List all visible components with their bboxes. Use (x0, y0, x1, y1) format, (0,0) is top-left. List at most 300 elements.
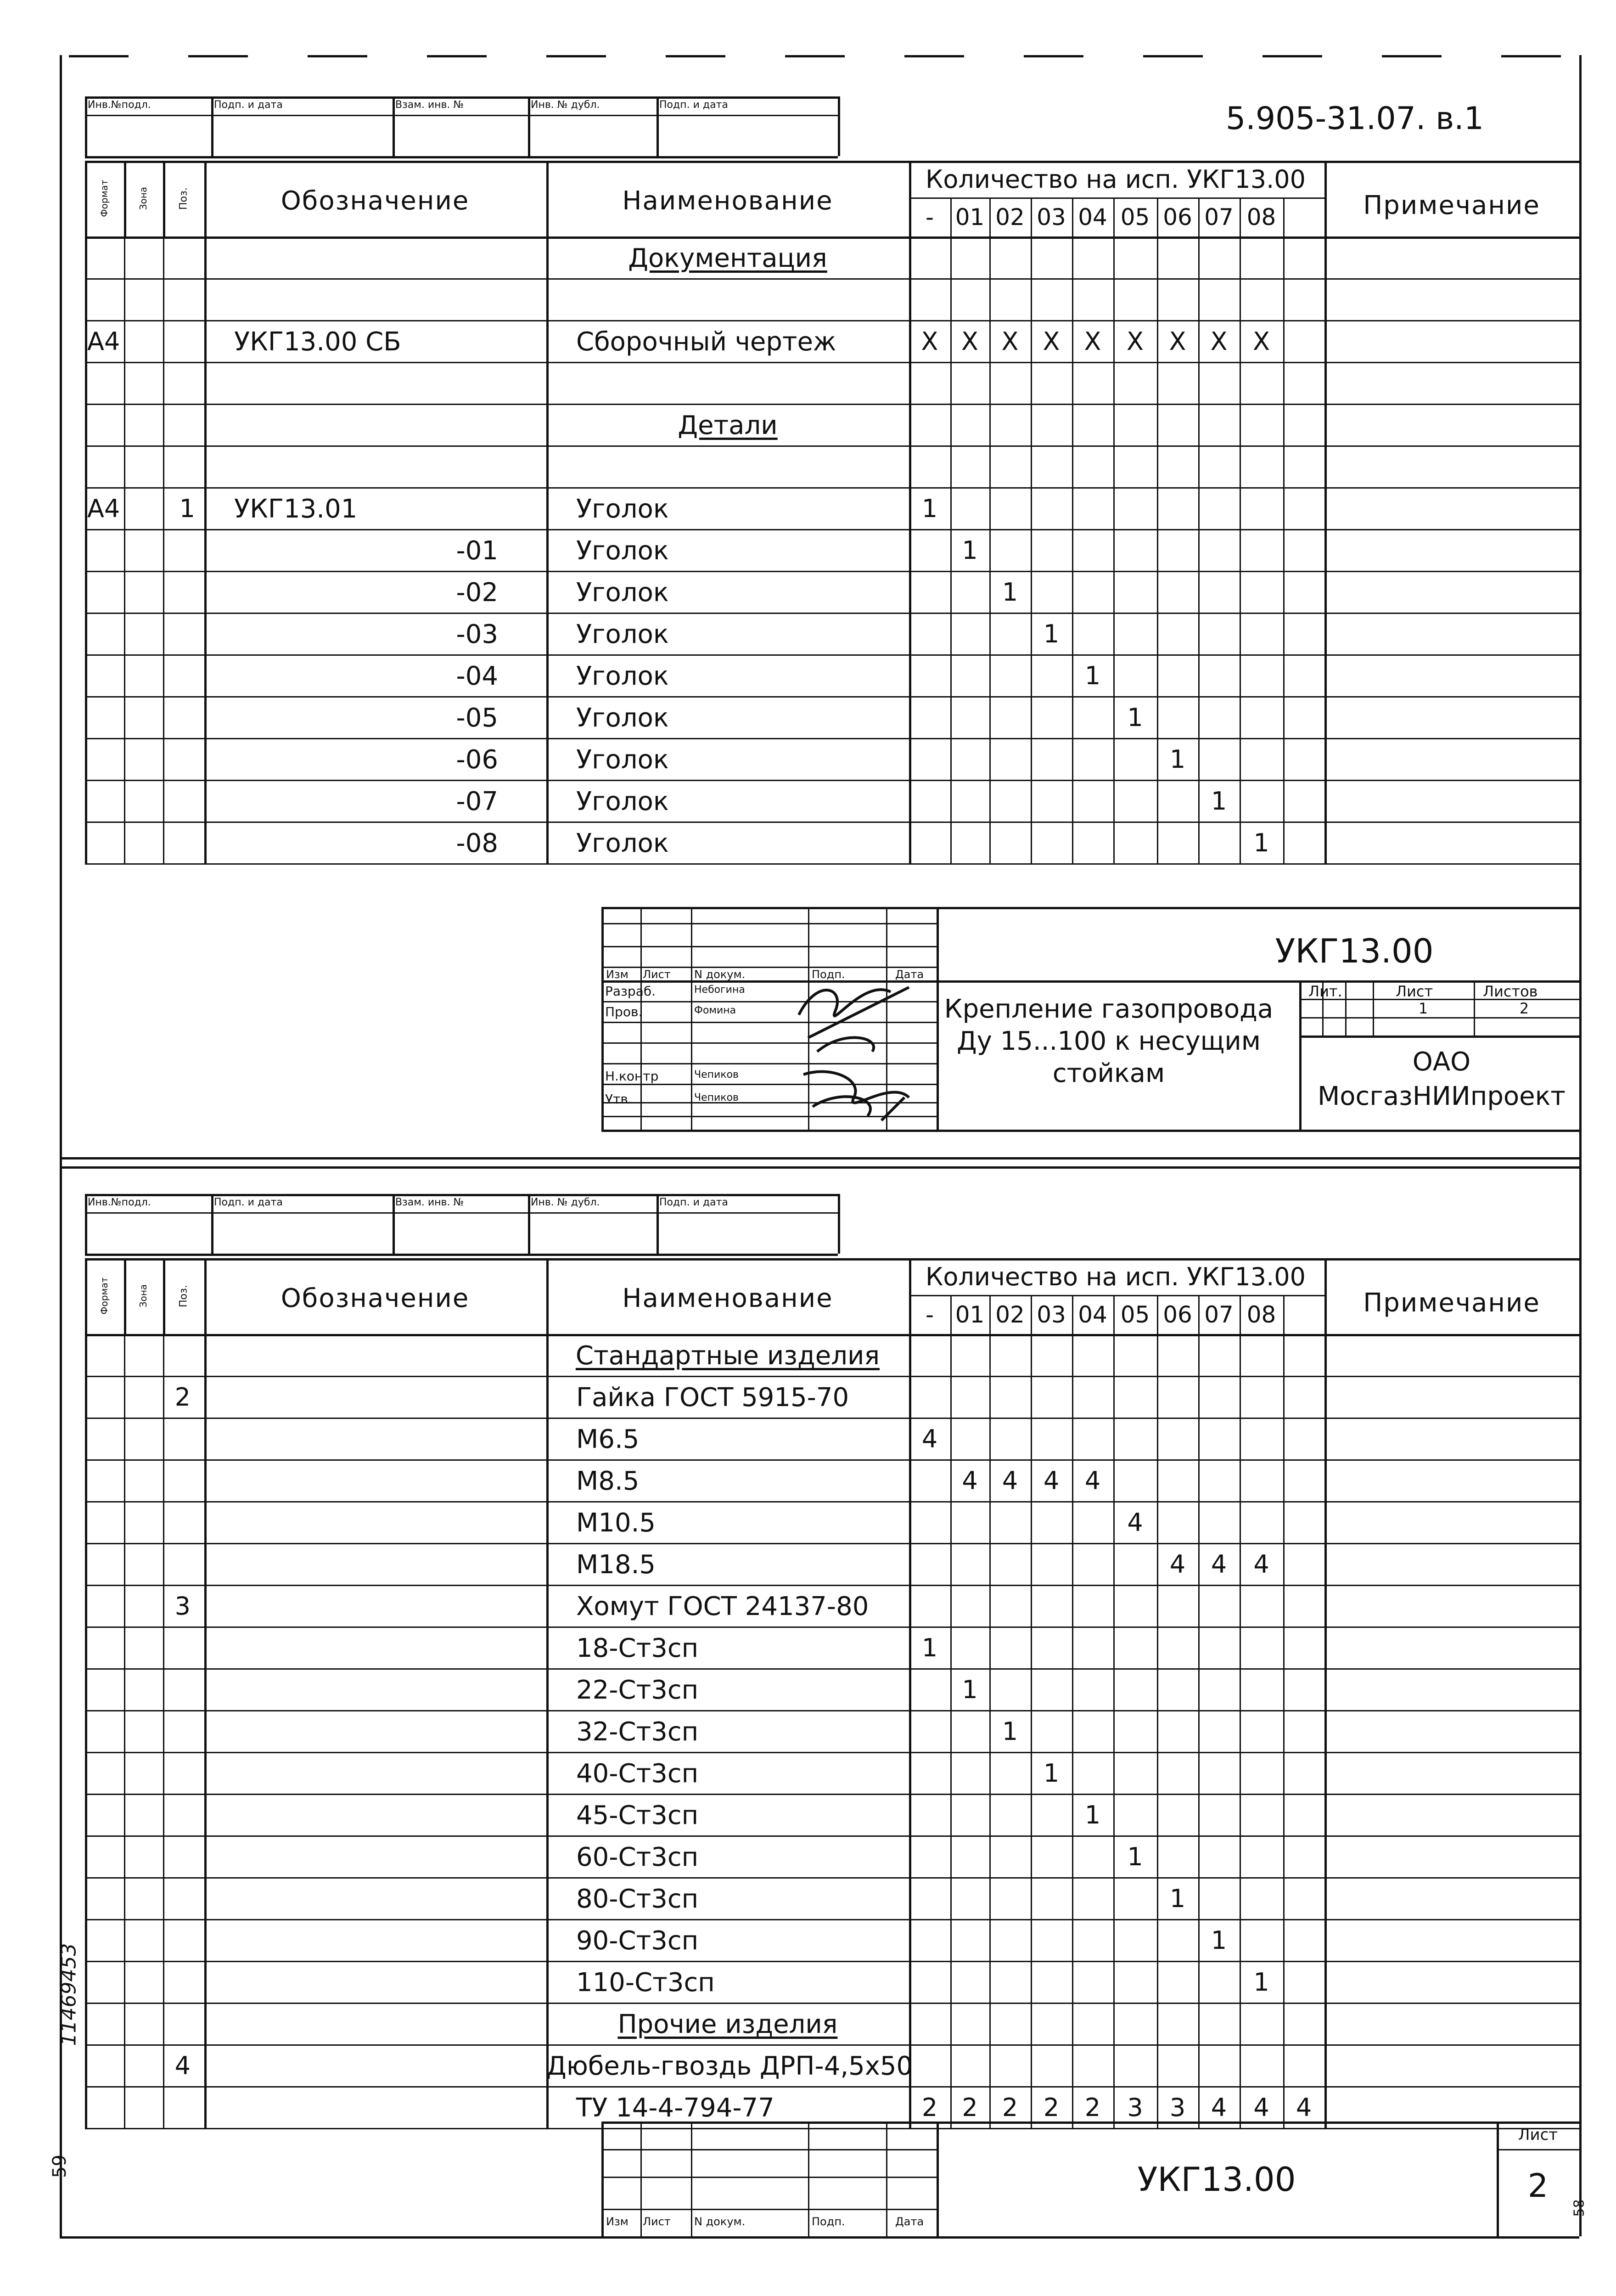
sheet2-binding-label: Подп. и дата (659, 1197, 728, 1208)
rule-line (85, 362, 1579, 363)
sheet2-row-qty: 1 (1002, 1717, 1018, 1746)
rule-line (60, 1157, 1579, 1159)
rule-line (124, 1334, 125, 2128)
sheet2-row-qty: 4 (1211, 1550, 1227, 1579)
rule-line (85, 445, 1579, 447)
rule-line (838, 1194, 840, 1254)
rule-line (85, 115, 838, 116)
sheet1-row-name: Уголок (576, 703, 669, 733)
signature-svg (790, 960, 937, 1134)
sheet2-row-qty: 1 (1169, 1884, 1186, 1913)
sheet2-col-designation: Обозначение (281, 1283, 470, 1313)
rule-line (640, 2122, 642, 2236)
rule-line (691, 907, 692, 1130)
sheet2-binding-label: Взам. инв. № (395, 1197, 464, 1208)
sheet2-row-qty: 4 (1253, 1550, 1269, 1579)
sheet2-col-qty: 02 (995, 1301, 1025, 1328)
sheet2-col-qty: 03 (1037, 1301, 1066, 1328)
rule-line (528, 1194, 530, 1254)
rule-line (1072, 1295, 1073, 1334)
rule-line (1072, 1334, 1073, 2128)
sheet1-tb-ndoc: N докум. (694, 968, 746, 981)
rule-line (1579, 1334, 1582, 2128)
rule-line (204, 1334, 207, 2128)
sheet1-tb-company: ОАО (1412, 1047, 1471, 1077)
rule-line (601, 946, 937, 947)
sheet2-row-name: 18-Ст3сп (576, 1633, 699, 1663)
rule-line (85, 161, 87, 236)
rule-line (1031, 1295, 1032, 1334)
sheet1-tb-title: стойкам (1052, 1058, 1165, 1088)
sheet2-col-pos: Поз. (178, 1285, 190, 1307)
sheet2-binding-label: Инв.№подл. (88, 1197, 151, 1208)
rule-line (163, 236, 164, 863)
sheet2-row-qty: 2 (1084, 2093, 1101, 2122)
signature-scribbles (790, 960, 937, 1136)
sheet1-tb-lit: Лит. (1308, 983, 1342, 1000)
sheet1-row-name: Уголок (576, 745, 669, 775)
rule-line (909, 161, 911, 236)
rule-line (1240, 197, 1241, 236)
rule-line (601, 2122, 1579, 2124)
sheet2-row-qty: 4 (1043, 1466, 1060, 1495)
sheet1-row-qty: X (1001, 327, 1019, 356)
rule-line (85, 1334, 87, 2128)
rule-line (1579, 907, 1582, 1130)
sheet2-row-name: 90-Ст3сп (576, 1926, 699, 1956)
rule-line (909, 1295, 1324, 1296)
rule-line (85, 1710, 1579, 1711)
rule-line (1579, 236, 1582, 863)
sheet1-col-qty-header: Количество на исп. УКГ13.00 (925, 165, 1306, 194)
sheet1-row-qty: X (1169, 327, 1186, 356)
sheet1-col-pos: Поз. (178, 187, 190, 210)
sheet2-row-qty: 3 (1127, 2093, 1143, 2122)
sheet1-tb-podp: Подп. (812, 968, 845, 981)
rule-line (85, 236, 1579, 239)
rule-line (1198, 1295, 1200, 1334)
rule-line (1157, 1334, 1158, 2128)
sheet1-binding-label: Подп. и дата (659, 99, 728, 111)
sheet1-tb-izm: Изм (606, 968, 628, 981)
rule-line (204, 1258, 207, 1334)
sheet2-row-qty: 1 (1084, 1801, 1101, 1829)
sheet1-col-format: Формат (99, 180, 110, 217)
sheet1-row-qty: 1 (1043, 619, 1060, 648)
rule-line (546, 161, 549, 236)
rule-line (204, 236, 207, 863)
rule-line (1240, 236, 1241, 863)
rule-line (909, 1258, 911, 1334)
rule-line (85, 1585, 1579, 1586)
sheet1-tb-company: МосгазНИИпроект (1317, 1081, 1566, 1111)
sheet2-section-title: Прочие изделия (617, 2009, 838, 2039)
sheet2-row-qty: 1 (962, 1675, 978, 1704)
rule-line (85, 738, 1579, 739)
rule-line (808, 2122, 809, 2236)
sheet2-row-qty: 4 (1253, 2093, 1269, 2122)
rule-line (85, 1835, 1579, 1837)
sheet2-row-name: 45-Ст3сп (576, 1801, 699, 1830)
sheet1-row-pos: 1 (179, 494, 195, 523)
rule-line (1198, 236, 1200, 863)
rule-line (85, 156, 838, 158)
sheet2-row-extra: 4 (1296, 2093, 1312, 2122)
sheet2-col-qty: - (925, 1301, 934, 1328)
sheet2-row-qty: 4 (921, 1424, 938, 1453)
rule-line (691, 2122, 692, 2236)
rule-line (1579, 161, 1582, 236)
sheet2-col-qty: 08 (1246, 1301, 1276, 1328)
rule-line (85, 529, 1579, 530)
rule-line (85, 1626, 1579, 1628)
sheet2-row-name: 32-Ст3сп (576, 1717, 699, 1747)
rule-line (1283, 197, 1285, 236)
rule-line (85, 404, 1579, 405)
rule-line (85, 1668, 1579, 1670)
sheet1-row-designation: УКГ13.00 СБ (234, 327, 401, 357)
rule-line (1497, 2149, 1579, 2150)
rule-line (1072, 197, 1073, 236)
sheet2-col-qty: 06 (1163, 1301, 1192, 1328)
rule-line (601, 2177, 937, 2178)
sheet1-tb-person: Чепиков (694, 1092, 739, 1103)
sheet2-row-name: ТУ 14-4-794-77 (576, 2093, 774, 2123)
rule-line (85, 822, 1579, 823)
rule-line (1283, 1334, 1285, 2128)
rule-line (937, 2122, 939, 2236)
rule-line (393, 96, 395, 156)
sheet2-row-name: 22-Ст3сп (576, 1675, 699, 1705)
dash-mark (546, 55, 606, 57)
sheet1-row-qty: 1 (1084, 661, 1101, 690)
sheet2-row-name: Хомут ГОСТ 24137-80 (576, 1592, 869, 1621)
dash-mark (666, 55, 725, 57)
sheet2-tb-sheet-no: 2 (1527, 2167, 1549, 2205)
sheet1-row-name: Уголок (576, 578, 669, 608)
sheet1-row-name: Сборочный чертеж (576, 327, 836, 357)
sheet2-row-qty: 1 (1211, 1926, 1227, 1955)
sheet1-row-qty: X (921, 327, 938, 356)
rule-line (211, 96, 213, 156)
sheet1-binding-label: Взам. инв. № (395, 99, 464, 111)
rule-line (1474, 980, 1475, 1035)
sheet1-col-note: Примечание (1363, 191, 1540, 220)
sheet2-row-name: М6.5 (576, 1424, 640, 1454)
sheet2-row-name: М18.5 (576, 1550, 656, 1580)
sheet1-row-format: А4 (87, 494, 120, 523)
rule-line (85, 2044, 1579, 2046)
rule-line (85, 1418, 1579, 1419)
sheet2-col-zone: Зона (138, 1284, 149, 1308)
rule-line (1113, 1295, 1115, 1334)
sheet1-binding-label: Инв.№подл. (88, 99, 151, 111)
rule-line (163, 161, 165, 236)
rule-line (85, 320, 1579, 321)
sheet2-row-qty: 1 (1043, 1759, 1060, 1788)
rule-line (909, 236, 911, 863)
rule-line (85, 1334, 1579, 1336)
sheet1-col-qty: 06 (1163, 204, 1192, 231)
sheet1-row-designation: -03 (456, 619, 498, 649)
rule-line (656, 96, 659, 156)
sheet2-row-qty: 4 (1084, 1466, 1101, 1495)
rule-line (1113, 1334, 1115, 2128)
sheet2-col-qty-header: Количество на исп. УКГ13.00 (925, 1262, 1306, 1291)
sheet1-row-qty: 1 (1127, 703, 1143, 732)
rule-line (1283, 236, 1285, 863)
sheet1-col-qty: 03 (1037, 204, 1066, 231)
sheet1-row-designation: -02 (456, 578, 498, 608)
sheet2-row-name: Дюбель-гвоздь ДРП-4,5х50 (546, 2051, 913, 2081)
rule-line (85, 236, 87, 863)
rule-line (528, 96, 530, 156)
sheet1-col-zone: Зона (138, 186, 149, 210)
rule-line (85, 1961, 1579, 1962)
rule-line (1497, 2122, 1499, 2236)
sheet1-row-qty: 1 (1253, 828, 1269, 857)
rule-line (1345, 980, 1347, 1035)
rule-line (163, 1334, 164, 2128)
rule-line (1299, 980, 1302, 1130)
rule-line (85, 1212, 838, 1214)
rule-line (989, 1295, 991, 1334)
dash-mark (427, 55, 487, 57)
sheet2-row-name: 60-Ст3сп (576, 1842, 699, 1872)
rule-line (85, 654, 1579, 656)
rule-line (1324, 161, 1327, 236)
rule-line (1072, 236, 1073, 863)
rule-line (546, 1258, 549, 1334)
rule-line (85, 1258, 87, 1334)
sheet2-row-qty: 4 (1002, 1466, 1018, 1495)
rule-line (1113, 197, 1115, 236)
sheet2-col-qty: 07 (1204, 1301, 1234, 1328)
rule-line (950, 197, 952, 236)
sheet2-row-qty: 2 (921, 2093, 938, 2122)
dash-mark (1143, 55, 1203, 57)
rule-line (909, 197, 1324, 199)
sheet1-tb-role: Н.контр (605, 1069, 659, 1084)
sheet2-row-name: 80-Ст3сп (576, 1884, 699, 1914)
rule-line (601, 2122, 604, 2236)
rule-line (950, 1295, 952, 1334)
sheet1-row-name: Уголок (576, 828, 669, 858)
sheet2-tb-podp: Подп. (812, 2215, 845, 2228)
sheet1-col-qty: - (925, 204, 934, 231)
sheet2-col-note: Примечание (1363, 1288, 1540, 1318)
rule-line (85, 96, 838, 99)
rule-line (393, 1194, 395, 1254)
dash-mark (1262, 55, 1322, 57)
sheet1-tb-sheet: Лист (1396, 983, 1433, 1000)
sheet1-tb-list: Лист (643, 968, 671, 981)
sheet1-tb-data: Дата (895, 968, 924, 981)
rule-line (1157, 1295, 1158, 1334)
sheet1-row-qty: 1 (1002, 578, 1018, 607)
sheet2-tb-sheet-label: Лист (1518, 2126, 1558, 2144)
rule-line (85, 613, 1579, 614)
rule-line (85, 1752, 1579, 1753)
sheet2-row-qty: 2 (1002, 2093, 1018, 2122)
rule-line (989, 197, 991, 236)
sheet1-tb-title: Ду 15...100 к несущим (956, 1026, 1261, 1056)
sheet1-row-name: Уголок (576, 494, 669, 524)
sheet1-row-name: Уголок (576, 619, 669, 649)
rule-line (85, 1258, 1579, 1261)
rule-line (1240, 1334, 1241, 2128)
rule-line (1031, 236, 1032, 863)
sheet2-row-qty: 4 (1211, 2093, 1227, 2122)
sheet2-tb-ndoc: N докум. (694, 2215, 746, 2228)
sheet2-tb-list: Лист (643, 2215, 671, 2228)
rule-line (546, 1334, 549, 2128)
sheet1-tb-sheet-no: 1 (1418, 1000, 1428, 1017)
document-code: 5.905-31.07. в.1 (1226, 101, 1484, 137)
margin-stamp: 11469453 (57, 1943, 81, 2046)
rule-line (1198, 1334, 1200, 2128)
margin-small-right: 58 (1571, 2199, 1588, 2217)
sheet1-row-name: Уголок (576, 787, 669, 816)
rule-line (85, 571, 1579, 572)
rule-line (1579, 1258, 1582, 1334)
rule-line (886, 2122, 887, 2236)
sheet2-row-name: Гайка ГОСТ 5915-70 (576, 1383, 849, 1412)
sheet1-tb-docnum: УКГ13.00 (1275, 932, 1434, 970)
rule-line (85, 1194, 87, 1254)
sheet1-row-designation: -04 (456, 661, 498, 691)
rule-line (989, 236, 991, 863)
dash-mark (1024, 55, 1083, 57)
sheet2-binding-label: Инв. № дубл. (531, 1197, 600, 1208)
rule-line (1031, 197, 1032, 236)
sheet1-col-qty: 07 (1204, 204, 1234, 231)
rule-line (1113, 236, 1115, 863)
sheet2-row-name: 110-Ст3сп (576, 1968, 715, 1998)
sheet2-row-name: М10.5 (576, 1508, 656, 1538)
sheet1-row-designation: -01 (456, 536, 498, 566)
rule-line (950, 236, 952, 863)
sheet1-row-qty: X (1043, 327, 1060, 356)
rule-line (163, 1258, 165, 1334)
sheet2-col-qty: 05 (1120, 1301, 1150, 1328)
rule-line (85, 1543, 1579, 1544)
rule-line (601, 2209, 937, 2210)
rule-line (85, 487, 1579, 489)
sheet1-row-designation: УКГ13.01 (234, 494, 358, 524)
rule-line (601, 907, 604, 1130)
rule-line (909, 1334, 911, 2128)
sheet2-row-pos: 2 (174, 1383, 191, 1412)
sheet2-tb-izm: Изм (606, 2215, 628, 2228)
rule-line (950, 1334, 952, 2128)
sheet1-row-name: Уголок (576, 661, 669, 691)
rule-line (1324, 1334, 1327, 2128)
sheet1-row-format: А4 (87, 327, 120, 356)
rule-line (1283, 1295, 1285, 1334)
sheet1-section-title: Детали (678, 411, 778, 440)
sheet2-row-pos: 3 (174, 1592, 191, 1621)
rule-line (85, 1376, 1579, 1377)
dash-mark (904, 55, 964, 57)
sheet1-tb-role: Разраб. (605, 984, 656, 999)
rule-line (85, 1919, 1579, 1920)
rule-line (85, 2086, 1579, 2088)
dash-mark (1501, 55, 1561, 57)
rule-line (85, 696, 1579, 698)
rule-line (85, 863, 1579, 865)
sheet1-tb-sheets-total: 2 (1519, 1000, 1529, 1017)
rule-line (60, 1166, 1579, 1169)
rule-line (1373, 980, 1374, 1035)
sheet1-col-qty: 08 (1246, 204, 1276, 231)
sheet2-col-name: Наименование (622, 1283, 833, 1313)
rule-line (85, 96, 87, 156)
sheet1-col-qty: 04 (1078, 204, 1107, 231)
rule-line (85, 278, 1579, 280)
rule-line (601, 1130, 1579, 1132)
sheet1-row-qty: X (1253, 327, 1270, 356)
sheet2-tb-data: Дата (895, 2215, 924, 2228)
rule-line (85, 1194, 838, 1196)
sheet1-row-qty: 1 (1211, 787, 1227, 816)
sheet1-col-name: Наименование (622, 186, 833, 216)
sheet1-tb-person: Чепиков (694, 1069, 739, 1080)
sheet2-col-format: Формат (99, 1277, 110, 1315)
sheet2-row-name: 40-Ст3сп (576, 1759, 699, 1789)
sheet2-row-pos: 4 (174, 2051, 191, 2080)
sheet2-row-qty: 3 (1169, 2093, 1186, 2122)
rule-line (85, 2003, 1579, 2004)
rule-line (211, 1194, 213, 1254)
sheet1-col-qty: 01 (955, 204, 985, 231)
dash-mark (69, 55, 129, 57)
sheet1-row-designation: -08 (456, 828, 498, 858)
sheet2-col-qty: 01 (955, 1301, 985, 1328)
sheet1-col-qty: 05 (1120, 204, 1150, 231)
sheet1-col-designation: Обозначение (281, 186, 470, 216)
rule-line (1299, 1035, 1579, 1038)
rule-line (1157, 197, 1158, 236)
rule-line (1198, 197, 1200, 236)
rule-line (204, 161, 207, 236)
sheet1-row-designation: -07 (456, 787, 498, 816)
rule-line (124, 1258, 126, 1334)
rule-line (85, 1459, 1579, 1461)
sheet1-row-qty: 1 (962, 536, 978, 565)
sheet2-row-qty: 1 (1127, 1842, 1143, 1871)
rule-line (1031, 1334, 1032, 2128)
rule-line (1324, 236, 1327, 863)
sheet2-tb-docnum: УКГ13.00 (1137, 2160, 1296, 2199)
sheet1-tb-role: Пров. (605, 1004, 643, 1019)
sheet1-row-designation: -06 (456, 745, 498, 775)
sheet1-tb-sheets: Листов (1483, 983, 1538, 1000)
rule-line (60, 2236, 1579, 2239)
rule-line (85, 2128, 1579, 2129)
rule-line (656, 1194, 659, 1254)
dash-mark (1382, 55, 1442, 57)
sheet2-section-title: Стандартные изделия (575, 1341, 880, 1371)
rule-line (1157, 236, 1158, 863)
sheet1-tb-title: Крепление газопровода (944, 994, 1274, 1024)
sheet1-row-qty: X (1084, 327, 1101, 356)
sheet2-row-qty: 1 (921, 1633, 938, 1662)
rule-line (1240, 1295, 1241, 1334)
rule-line (601, 2149, 937, 2150)
sheet1-row-qty: 1 (921, 494, 938, 523)
rule-line (85, 1877, 1579, 1879)
